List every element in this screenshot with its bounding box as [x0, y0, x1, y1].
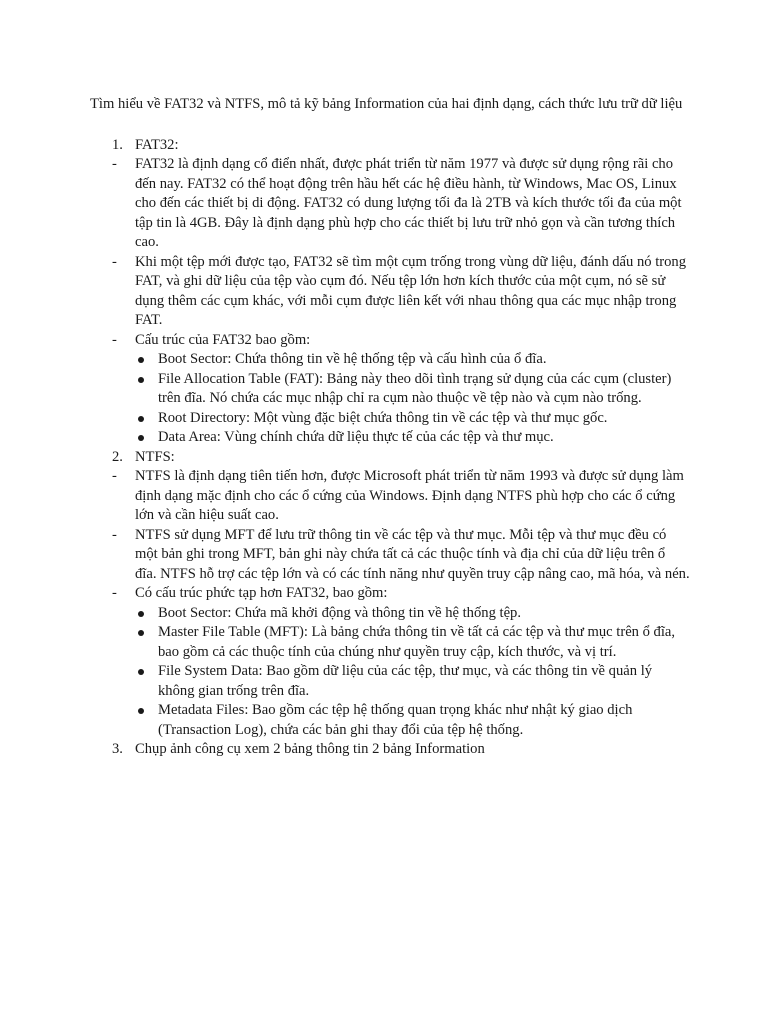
ntfs-paragraph-overview — [90, 467, 690, 526]
list-item-text: Master File Table (MFT): Là bảng chứa thông tin về tất cả các tệp và thư mục trên ổ đĩa, bao gồm cả các thuộc tính của chúng như quyền truy cập, kích thước, và vị trí. — [158, 624, 676, 660]
dash-marker: - — [112, 331, 117, 348]
list-item-text: Data Area: Vùng chính chứa dữ liệu thực tế của các tệp và thư mục. — [158, 429, 554, 445]
list-item — [135, 350, 690, 370]
list-item — [135, 701, 690, 740]
bullet-icon — [138, 630, 144, 636]
bullet-icon — [138, 708, 144, 714]
fat32-paragraph-storage — [90, 253, 690, 331]
fat32-paragraph-overview — [90, 155, 690, 253]
list-item-text: File Allocation Table (FAT): Bảng này theo dõi tình trạng sử dụng của các cụm (cluster) trên đĩa. Nó chứa các mục nhập chỉ ra cụm nào thuộc về tệp nào và cụm nào trống. — [158, 370, 672, 406]
bullet-icon — [138, 357, 144, 363]
paragraph-text: Khi một tệp mới được tạo, FAT32 sẽ tìm một cụm trống trong vùng dữ liệu, đánh dấu nó trong FAT, và ghi dữ liệu của tệp vào cụm đó. Nếu tệp lớn hơn kích thước của một cụm, nó sẽ sử dụng thêm các cụm khác, với mỗi cụm được liên kết với nhau thông qua các mục nhập trong FAT. — [135, 253, 687, 328]
section-title: Chụp ảnh công cụ xem 2 bảng thông tin 2 bảng Information — [135, 741, 485, 757]
list-item — [135, 662, 690, 701]
fat32-structure-list — [135, 350, 690, 448]
list-item-text: Boot Sector: Chứa mã khởi động và thông tin về hệ thống tệp. — [158, 604, 521, 621]
bullet-icon — [138, 669, 144, 675]
paragraph-text: FAT32 là định dạng cổ điển nhất, được phát triển từ năm 1977 và được sử dụng rộng rãi cho đến nay. FAT32 có thể hoạt động trên hầu hết các hệ điều hành, từ Windows, Mac OS, Linux cho đến các thiết bị di động. FAT32 có dung lượng tối đa là 2TB và kích thước tối đa của một tập tin là 4GB. Đây là định dạng phù hợp cho các thiết bị lưu trữ nhỏ gọn và cần tương thích cao. — [135, 156, 682, 250]
list-item — [135, 604, 690, 624]
section-ntfs-heading — [90, 448, 690, 468]
paragraph-text: Cấu trúc của FAT32 bao gồm: — [135, 331, 311, 348]
dash-marker: - — [112, 468, 117, 484]
bullet-icon — [138, 611, 144, 617]
ntfs-structure-list — [135, 604, 690, 741]
list-item — [135, 623, 690, 662]
paragraph-text: Có cấu trúc phức tạp hơn FAT32, bao gồm: — [135, 585, 388, 601]
section-screenshot-heading — [90, 740, 690, 760]
section-title: NTFS: — [135, 448, 175, 465]
section-number: 2. — [112, 448, 123, 465]
list-item-text: Root Directory: Một vùng đặc biệt chứa thông tin về các tệp và thư mục gốc. — [158, 409, 608, 426]
list-item-text: Boot Sector: Chứa thông tin về hệ thống tệp và cấu hình của ổ đĩa. — [158, 351, 547, 367]
dash-marker: - — [112, 156, 117, 172]
dash-marker: - — [112, 526, 117, 543]
list-item-text: Metadata Files: Bao gồm các tệp hệ thống quan trọng khác như nhật ký giao dịch (Transaction Log), chứa các bản ghi thay đổi của tệp hệ thống. — [158, 702, 633, 738]
list-item-text: File System Data: Bao gồm dữ liệu của các tệp, thư mục, và các thông tin về quản lý không gian trống trên đĩa. — [158, 663, 653, 699]
bullet-icon — [138, 435, 144, 441]
paragraph-text: NTFS sử dụng MFT để lưu trữ thông tin về các tệp và thư mục. Mỗi tệp và thư mục đều có một bản ghi trong MFT, bản ghi này chứa tất cả các thuộc tính và địa chỉ của dữ liệu trên ổ đĩa. NTFS hỗ trợ các tệp lớn và có các tính năng như quyền truy cập nâng cao, mã hóa, và nén. — [135, 526, 690, 582]
document-page — [90, 95, 690, 760]
section-number: 3. — [112, 741, 123, 757]
section-number: 1. — [112, 136, 123, 153]
section-title: FAT32: — [135, 136, 179, 153]
section-fat32-heading — [90, 136, 690, 156]
intro-paragraph: Tìm hiểu về FAT32 và NTFS, mô tả kỹ bảng Information của hai định dạng, cách thức lưu trữ dữ liệu — [90, 96, 683, 112]
ntfs-paragraph-mft — [90, 526, 690, 585]
list-item — [135, 409, 690, 429]
dash-marker: - — [112, 253, 117, 270]
bullet-icon — [138, 416, 144, 422]
dash-marker: - — [112, 585, 117, 601]
fat32-paragraph-structure — [90, 331, 690, 351]
ntfs-paragraph-structure — [90, 584, 690, 604]
list-item — [135, 370, 690, 409]
paragraph-text: NTFS là định dạng tiên tiến hơn, được Microsoft phát triển từ năm 1993 và được sử dụng làm định dạng mặc định cho các ổ cứng của Windows. Định dạng NTFS phù hợp cho các ổ cứng lớn và cần hiệu suất cao. — [135, 468, 684, 523]
bullet-icon — [138, 377, 144, 383]
list-item — [135, 428, 690, 448]
